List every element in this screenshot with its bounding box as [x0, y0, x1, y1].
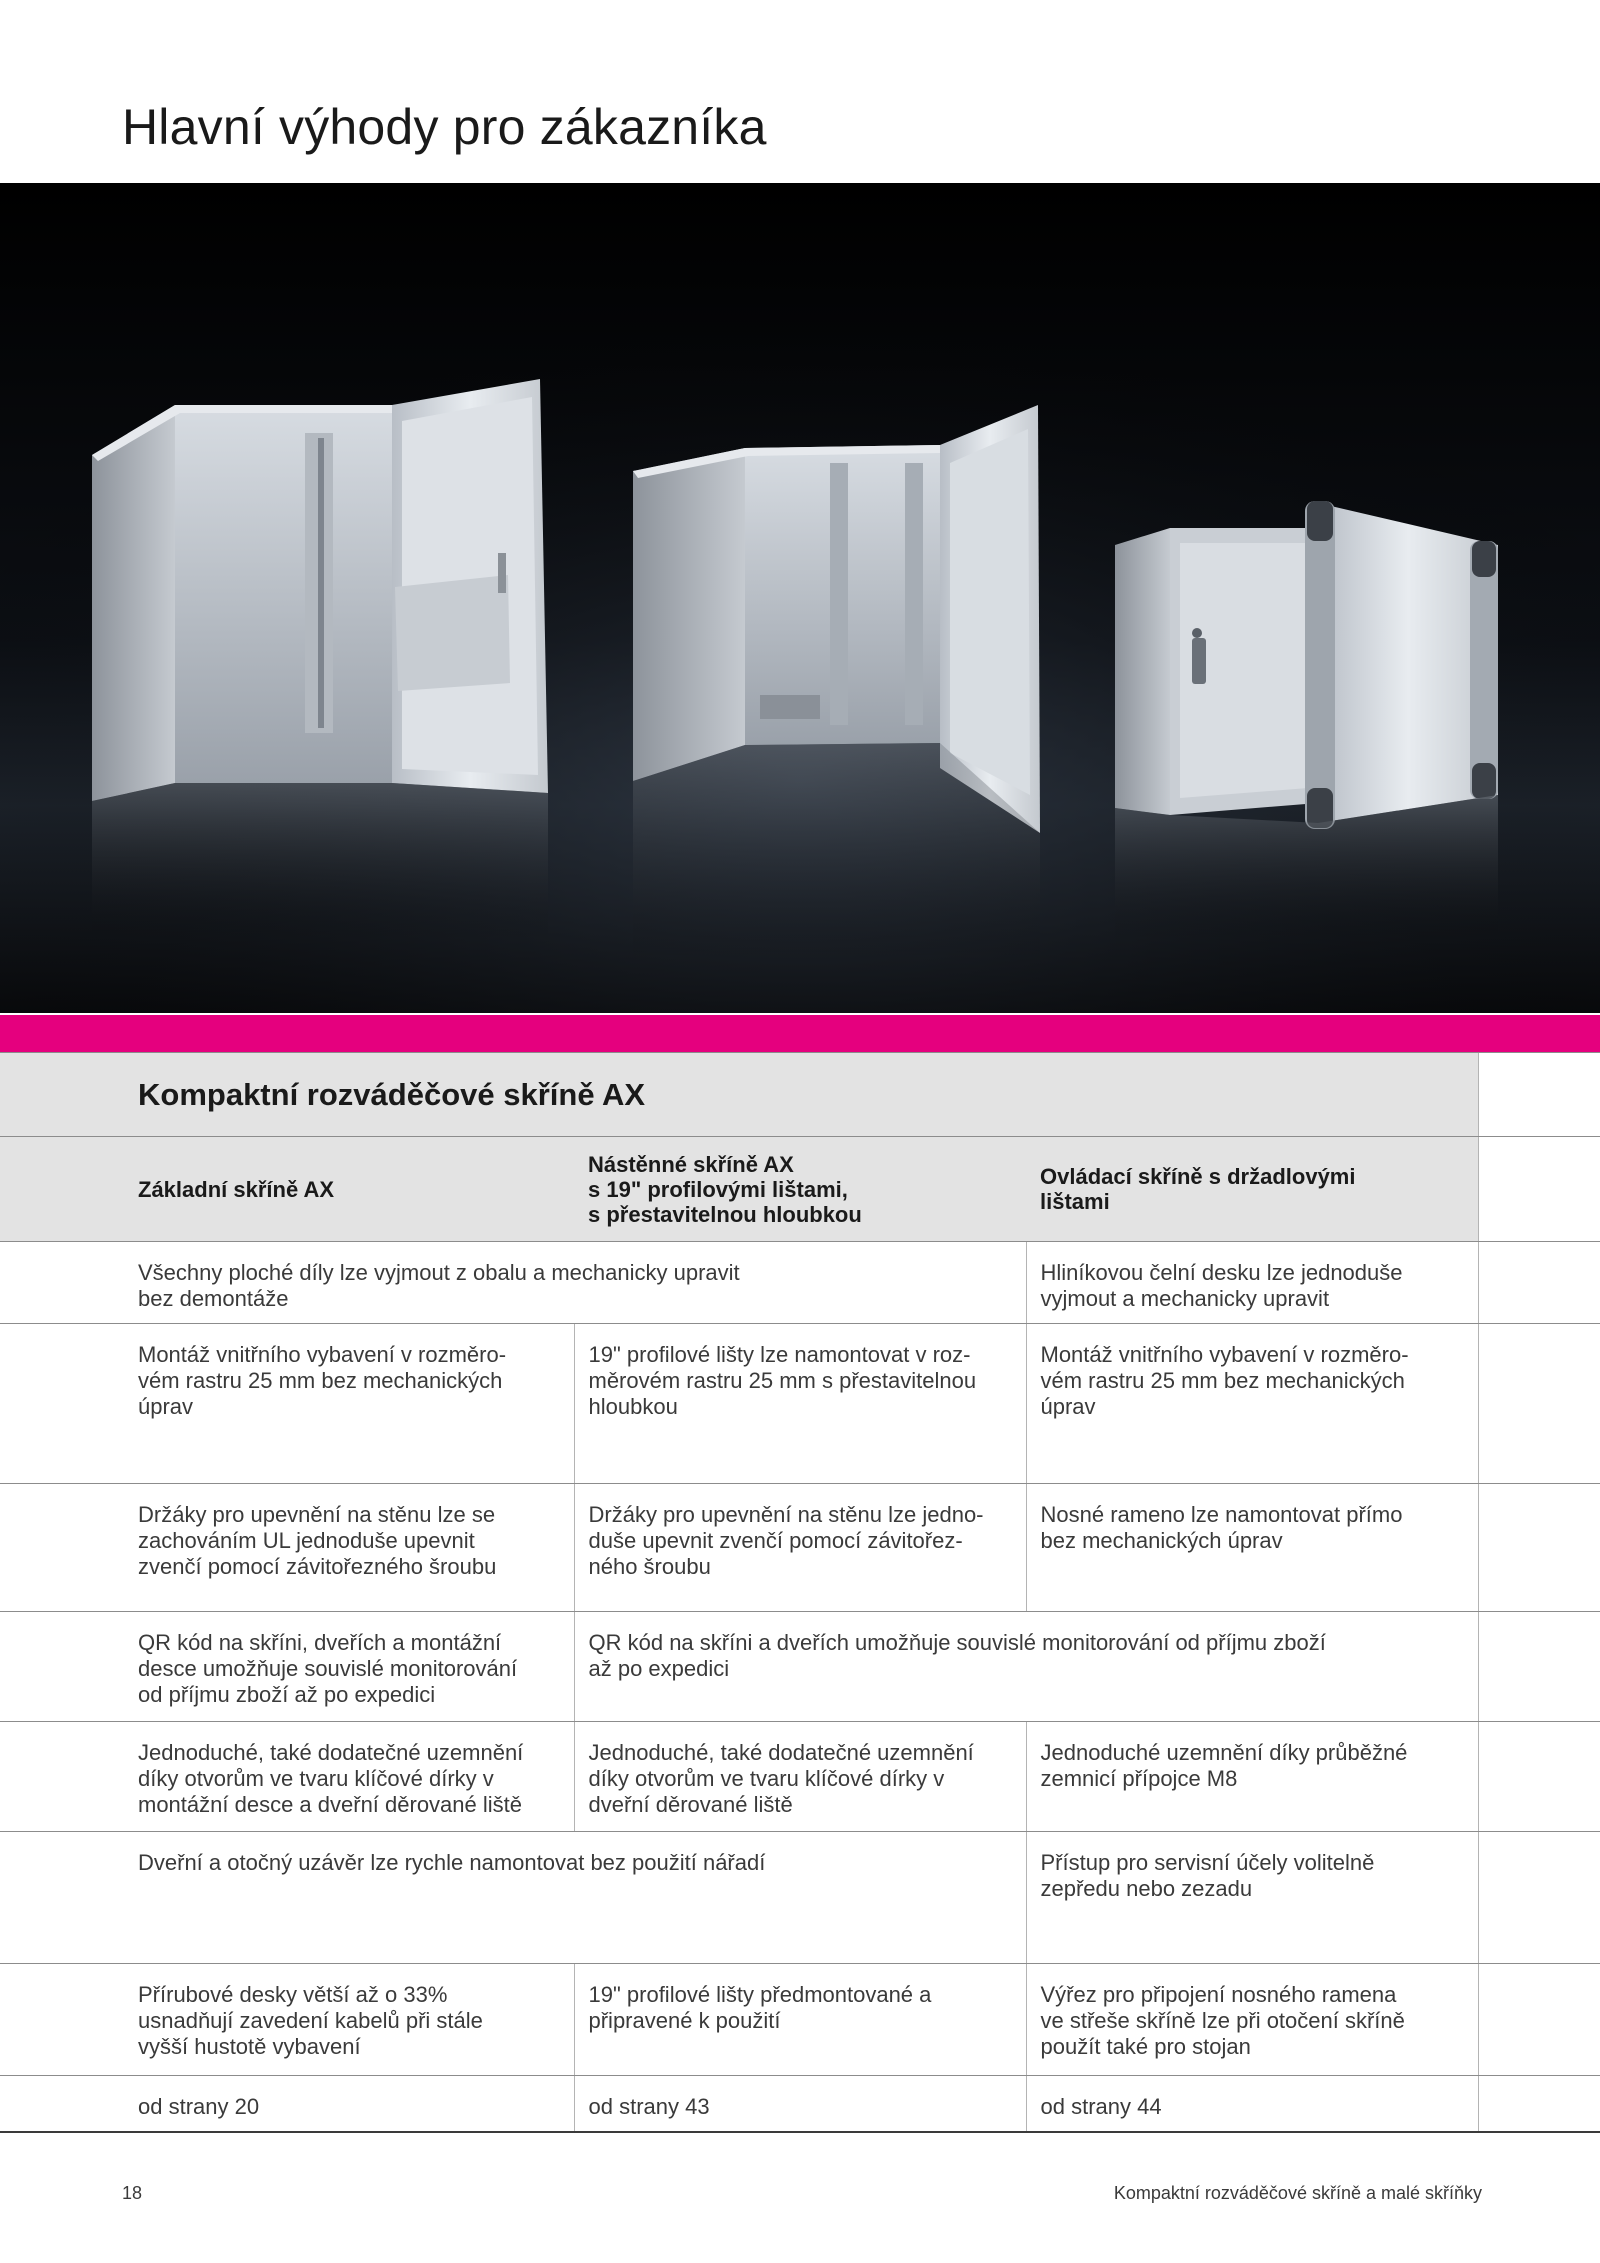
table-cell: Montáž vnitřního vybavení v rozměro- vém rastru 25 mm bez mechanických úprav — [122, 1324, 574, 1484]
table-row — [0, 1612, 1600, 1722]
table-row — [0, 2076, 1600, 2132]
table-title-row — [0, 1053, 1600, 1137]
running-title: Kompaktní rozváděčové skříně a malé skříňky — [1113, 2183, 1482, 2203]
page-title: Hlavní výhody pro zákazníka — [122, 99, 767, 155]
table-cell: Nosné rameno lze namontovat přímo bez mechanických úprav — [1026, 1484, 1478, 1612]
table-cell: Jednoduché, také dodatečné uzemnění díky otvorům ve tvaru klíčové dírky v dveřní děrované liště — [574, 1722, 1026, 1832]
table-row — [0, 1242, 1600, 1324]
table-row — [0, 1722, 1600, 1832]
table-title: Kompaktní rozváděčové skříně AX — [122, 1053, 1478, 1137]
table-cell: Výřez pro připojení nosného ramena ve střeše skříně lze při otočení skříně použít také pro stojan — [1026, 1964, 1478, 2076]
page-reference: od strany 43 — [574, 2076, 1026, 2132]
page-number: 18 — [122, 2183, 143, 2203]
table-cell: Montáž vnitřního vybavení v rozměro- vém rastru 25 mm bez mechanických úprav — [1026, 1324, 1478, 1484]
table-cell: Jednoduché, také dodatečné uzemnění díky otvorům ve tvaru klíčové dírky v montážní desce a dveřní děrované liště — [122, 1722, 574, 1832]
table-row — [0, 1964, 1600, 2076]
table-cell: Jednoduché uzemnění díky průběžné zemnicí přípojce M8 — [1026, 1722, 1478, 1832]
hero-image — [0, 183, 1600, 1013]
table-row — [0, 1484, 1600, 1612]
table-cell: QR kód na skříni a dveřích umožňuje souvislé monitorování od příjmu zboží až po expedici — [574, 1612, 1478, 1722]
column-header-wall: Nástěnné skříně AX s 19" profilovými lištami, s přestavitelnou hloubkou — [574, 1137, 1026, 1242]
table-cell: Všechny ploché díly lze vyjmout z obalu a mechanicky upravit bez demontáže — [122, 1242, 1026, 1324]
table-cell: QR kód na skříni, dveřích a montážní desce umožňuje souvislé monitorování od příjmu zboží až po expedici — [122, 1612, 574, 1722]
column-header-basic: Základní skříně AX — [122, 1137, 574, 1242]
table-cell: Přírubové desky větší až o 33% usnadňují zavedení kabelů při stále vyšší hustotě vybavení — [122, 1964, 574, 2076]
table-cell: Hliníkovou čelní desku lze jednoduše vyjmout a mechanicky upravit — [1026, 1242, 1478, 1324]
page-reference: od strany 20 — [122, 2076, 574, 2132]
table-header-row — [0, 1137, 1600, 1242]
table-cell: Držáky pro upevnění na stěnu lze se zachováním UL jednoduše upevnit zvenčí pomocí závitořezného šroubu — [122, 1484, 574, 1612]
table-cell: 19" profilové lišty předmontované a připravené k použití — [574, 1964, 1026, 2076]
table-cell: 19" profilové lišty lze namontovat v roz- měrovém rastru 25 mm s přestavitelnou hloubkou — [574, 1324, 1026, 1484]
comparison-table — [0, 1052, 1600, 2133]
table-row — [0, 1832, 1600, 1964]
table-row — [0, 1324, 1600, 1484]
table-cell: Přístup pro servisní účely volitelně zepředu nebo zezadu — [1026, 1832, 1478, 1964]
page-reference: od strany 44 — [1026, 2076, 1478, 2132]
column-header-control: Ovládací skříně s držadlovými lištami — [1026, 1137, 1478, 1242]
table-cell: Držáky pro upevnění na stěnu lze jedno- duše upevnit zvenčí pomocí závitořez- ného šroubu — [574, 1484, 1026, 1612]
accent-bar — [0, 1015, 1600, 1052]
table-cell: Dveřní a otočný uzávěr lze rychle namontovat bez použití nářadí — [122, 1832, 1026, 1964]
